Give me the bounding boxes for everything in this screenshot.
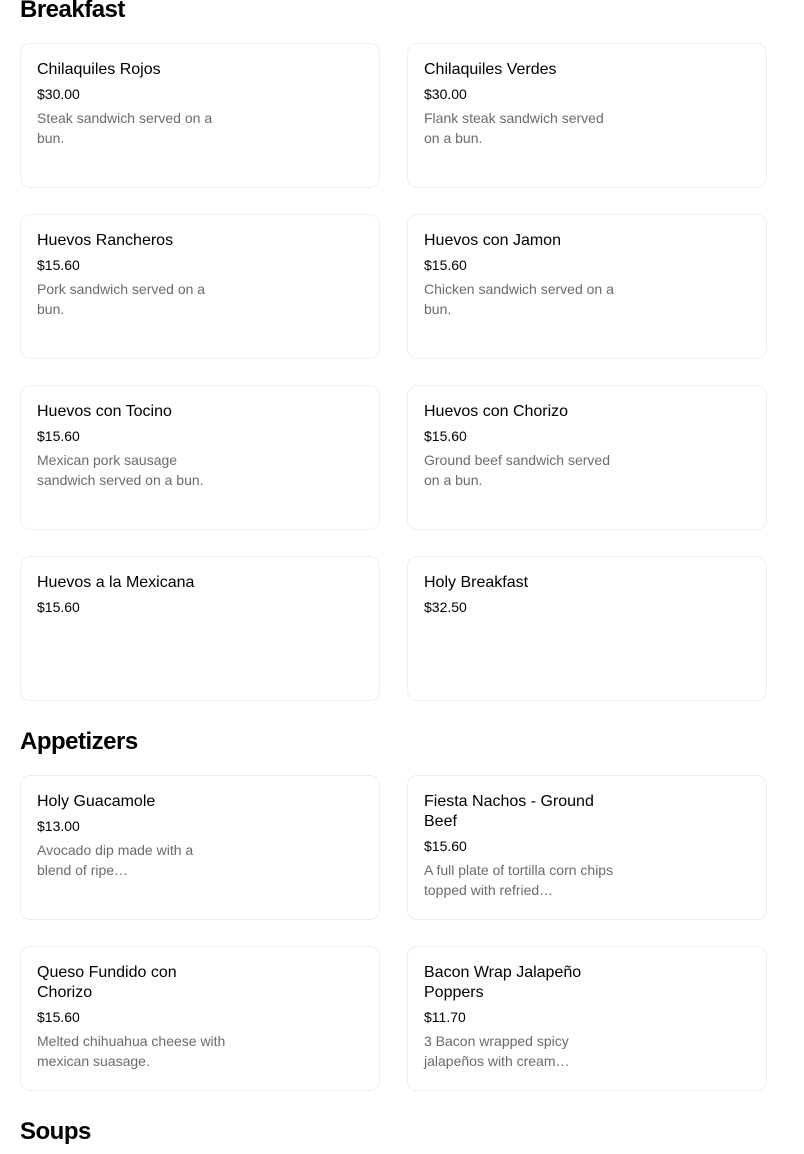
menu-item-name: Huevos con Chorizo <box>424 403 569 420</box>
menu-item-card[interactable] <box>407 775 767 920</box>
menu-item-name: Holy Breakfast <box>424 574 529 591</box>
menu-item-price: $32.50 <box>424 599 467 615</box>
menu-item-price: $30.00 <box>424 86 467 102</box>
menu-item-price: $15.60 <box>424 428 467 444</box>
menu-item-card[interactable] <box>407 385 767 530</box>
menu-item-description: Pork sandwich served on a bun. <box>37 281 206 317</box>
menu-item-name: Chilaquiles Verdes <box>424 61 557 78</box>
menu-item-price: $11.70 <box>424 1009 466 1025</box>
menu-item-card[interactable] <box>407 214 767 359</box>
menu-item-name: Holy Guacamole <box>37 793 156 810</box>
menu-item-price: $30.00 <box>37 86 80 102</box>
menu-item-price: $13.00 <box>37 818 80 834</box>
menu-item-card[interactable] <box>20 946 380 1091</box>
menu-item-description: 3 Bacon wrapped spicy jalapeños with cream… <box>424 1033 570 1069</box>
menu-item-price: $15.60 <box>424 838 467 854</box>
menu-item-card[interactable] <box>20 385 380 530</box>
menu-item-name: Huevos Rancheros <box>37 232 174 249</box>
menu-item-description: Mexican pork sausage sandwich served on a bun. <box>37 452 204 488</box>
menu-item-price: $15.60 <box>37 599 80 615</box>
menu-item-description: Avocado dip made with a blend of ripe… <box>37 842 194 878</box>
menu-item-description: A full plate of tortilla corn chips topped with refried… <box>424 862 614 898</box>
menu-item-card[interactable] <box>407 946 767 1091</box>
menu-item-card[interactable] <box>20 214 380 359</box>
menu-item-card[interactable] <box>407 43 767 188</box>
section-title-appetizers: Appetizers <box>20 728 138 755</box>
menu-item-card[interactable] <box>20 556 380 701</box>
menu-item-description: Ground beef sandwich served on a bun. <box>424 452 610 488</box>
menu-item-card[interactable] <box>20 775 380 920</box>
menu-item-name: Bacon Wrap Jalapeño Poppers <box>424 964 582 1001</box>
menu-item-description: Flank steak sandwich served on a bun. <box>424 110 604 146</box>
menu-item-name: Huevos con Jamon <box>424 232 561 249</box>
section-title-breakfast: Breakfast <box>20 0 125 23</box>
menu-item-price: $15.60 <box>37 257 80 273</box>
menu-item-card[interactable] <box>20 43 380 188</box>
menu-item-description: Chicken sandwich served on a bun. <box>424 281 614 317</box>
menu-item-name: Huevos con Tocino <box>37 403 172 420</box>
menu-item-price: $15.60 <box>37 1009 80 1025</box>
menu-item-price: $15.60 <box>424 257 467 273</box>
menu-item-name: Fiesta Nachos - Ground Beef <box>424 793 594 830</box>
menu-item-description: Steak sandwich served on a bun. <box>37 110 213 146</box>
menu-item-price: $15.60 <box>37 428 80 444</box>
menu-item-name: Queso Fundido con Chorizo <box>37 964 177 1001</box>
menu-item-name: Chilaquiles Rojos <box>37 61 161 78</box>
section-title-soups: Soups <box>20 1118 91 1145</box>
menu-item-description: Melted chihuahua cheese with mexican suasage. <box>37 1033 226 1069</box>
menu-item-name: Huevos a la Mexicana <box>37 574 195 591</box>
menu-item-card[interactable] <box>407 556 767 701</box>
